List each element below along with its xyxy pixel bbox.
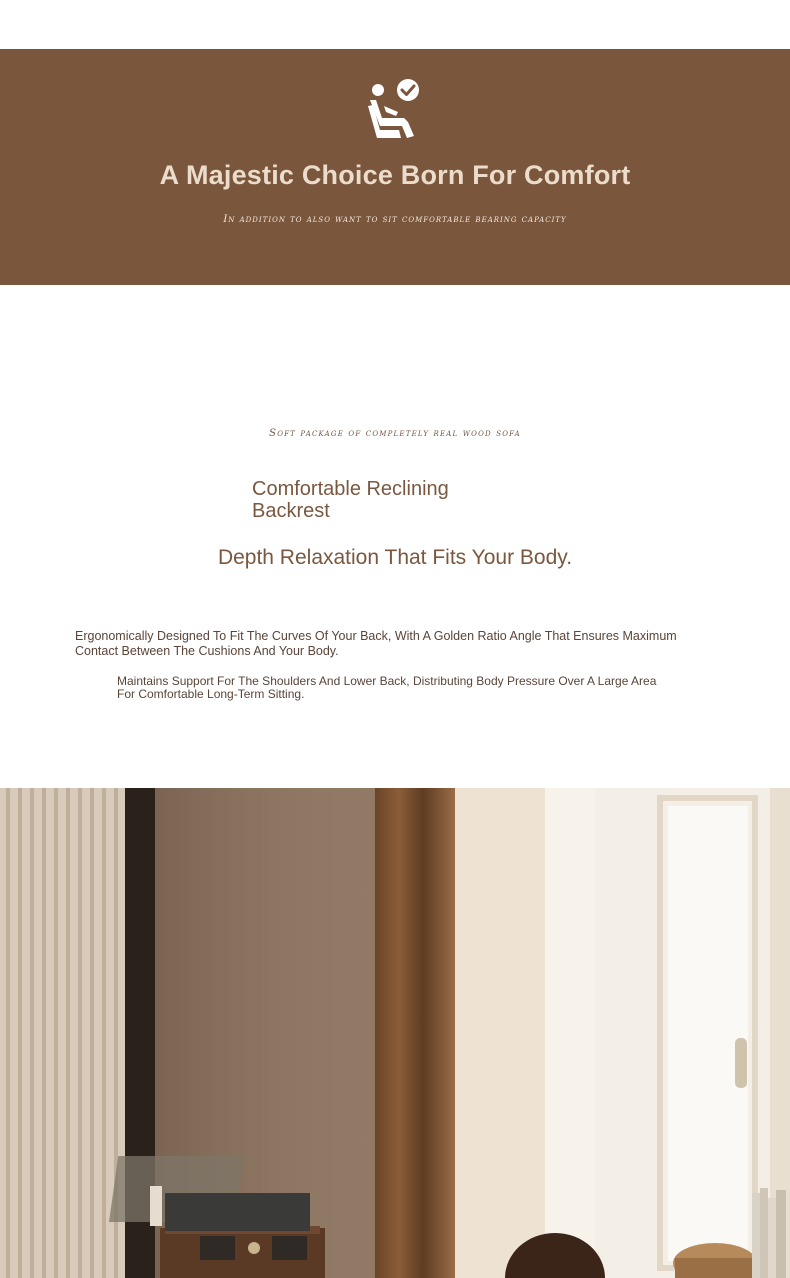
seat-check-icon [364,78,426,142]
living-room-photo [0,788,790,1278]
feature-title: Comfortable Reclining Backrest [252,478,449,522]
feature-paragraph-2: Maintains Support For The Shoulders And Lower Back, Distributing Body Pressure Over A Large Area For Comfortable Long-Term Sitting. [117,674,657,701]
feature-eyebrow: Soft package of completely real wood sofa [269,428,521,439]
hero-title: A Majestic Choice Born For Comfort [159,160,631,190]
feature-paragraph-1: Ergonomically Designed To Fit The Curves Of Your Back, With A Golden Ratio Angle That Ensures Maximum Contact Between The Cushions And Your Body. [75,629,677,658]
feature-subtitle: Depth Relaxation That Fits Your Body. [217,546,573,569]
hero-subtitle: In addition to also want to sit comfortable bearing capacity [223,214,567,225]
photo-illustration [0,788,790,1278]
